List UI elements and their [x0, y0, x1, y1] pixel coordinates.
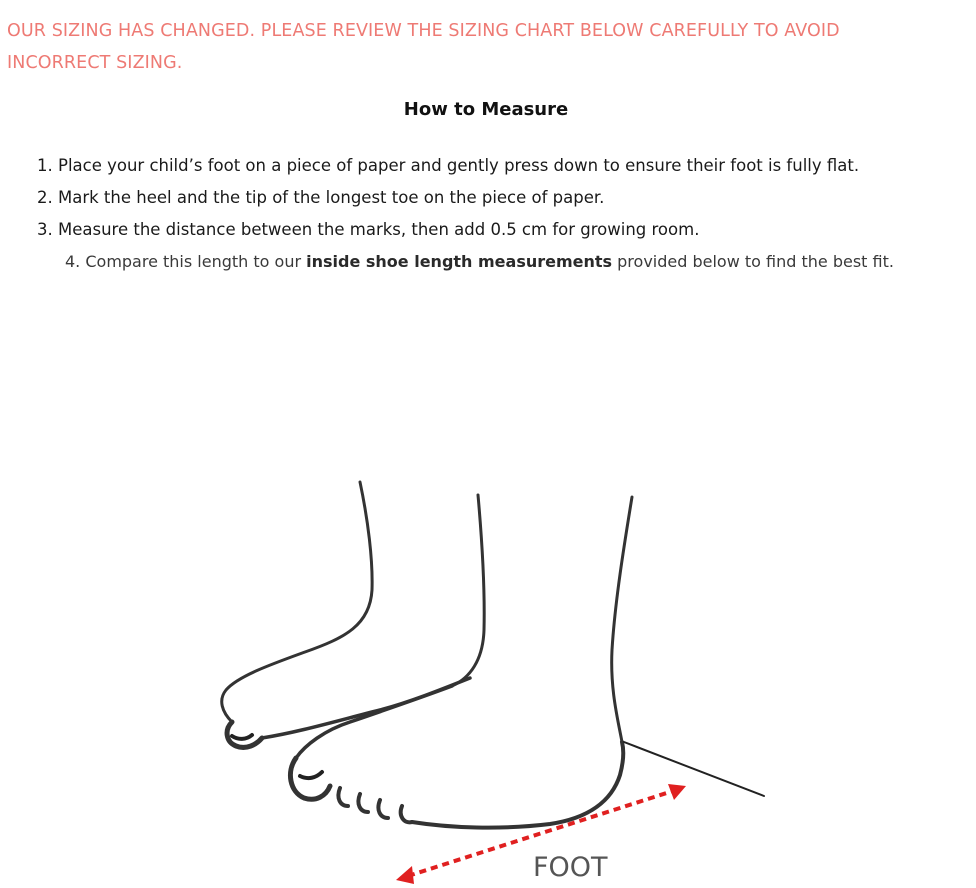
small-toe: [401, 806, 412, 822]
back-toenail: [232, 735, 252, 739]
front-foot-top: [296, 686, 452, 758]
back-foot-sole: [262, 678, 470, 738]
foot-measure-illustration: [0, 460, 976, 888]
ground-line: [624, 742, 764, 796]
front-leg-shin: [452, 495, 484, 686]
measure-steps-list: [37, 150, 859, 246]
front-foot-sole: [412, 742, 623, 828]
measure-arrow-left-head: [396, 866, 414, 884]
how-to-measure-heading: How to Measure: [403, 99, 569, 120]
small-toe: [338, 788, 348, 806]
front-leg-calf: [612, 497, 632, 742]
measure-arrow-right-head: [668, 784, 686, 800]
step-item-4: [65, 246, 894, 278]
small-toe: [378, 800, 388, 818]
foot-label: FOOT: [533, 852, 608, 883]
notice-text: OUR SIZING HAS CHANGED. PLEASE REVIEW THE SIZING CHART BELOW CAREFULLY TO AVOID INCORRECT SIZING.: [7, 21, 840, 73]
step4-bold-text: inside shoe length measurements: [306, 252, 613, 271]
step-item: 1. Place your child’s foot on a piece of paper and gently press down to ensure their foot is fully flat.: [37, 156, 860, 175]
back-leg-outline: [222, 482, 372, 722]
step-item: 3. Measure the distance between the marks, then add 0.5 cm for growing room.: [37, 220, 700, 239]
small-toe: [358, 794, 368, 812]
step4-prefix: 4. Compare this length to our: [65, 252, 307, 271]
sizing-change-notice: [7, 15, 907, 79]
front-toenail: [300, 772, 322, 778]
step-item: 2. Mark the heel and the tip of the longest toe on the piece of paper.: [37, 188, 605, 207]
step4-suffix: provided below to find the best fit.: [612, 252, 894, 271]
